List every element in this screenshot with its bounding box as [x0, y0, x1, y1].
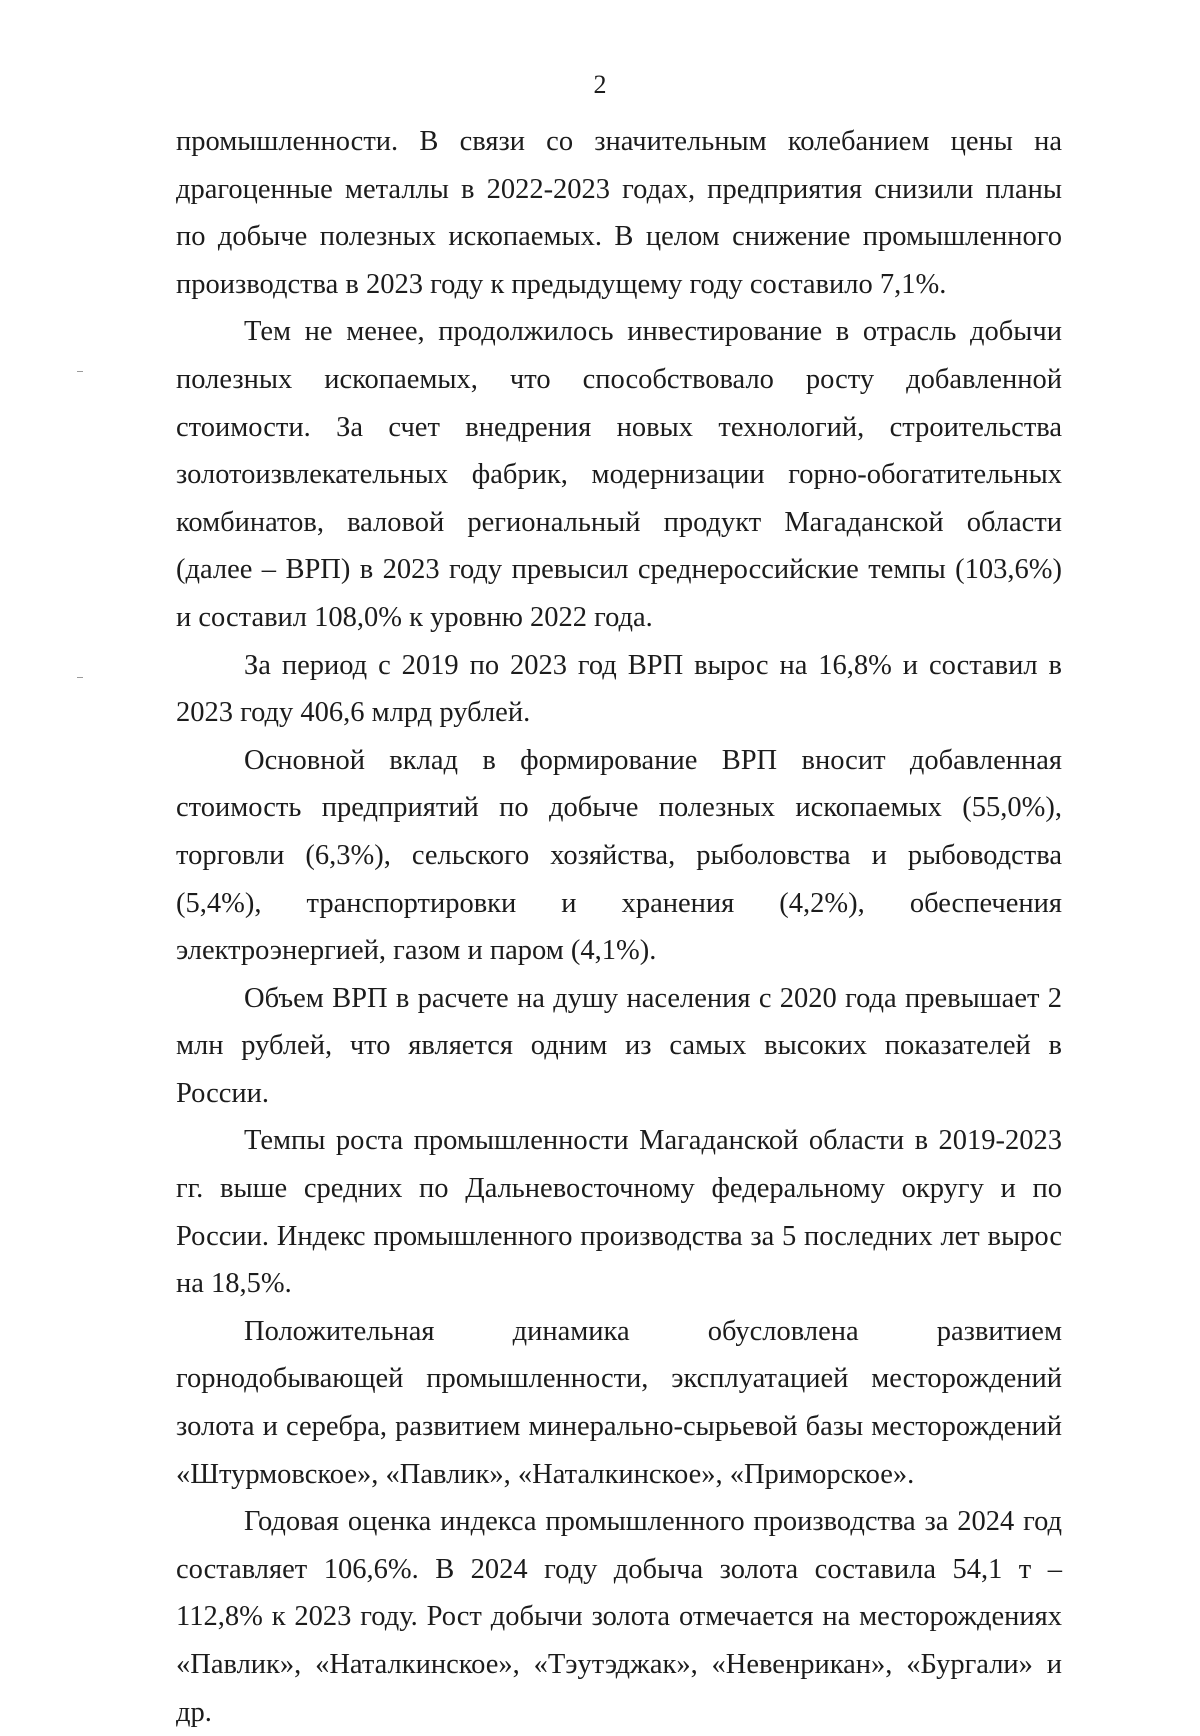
- paragraph: Тем не менее, продолжилось инвестирование в отрасль добычи полезных ископаемых, что способствовало росту добавленной стоимости. За счет внедрения новых технологий, строительства золотоизвлекательных фабрик, модернизации горно-обогатительных комбинатов, валовой региональный продукт Магаданской области (далее – ВРП) в 2023 году превысил среднероссийские темпы (103,6%) и составил 108,0% к уровню 2022 года.: [176, 316, 1062, 633]
- paragraph: Основной вклад в формирование ВРП вносит добавленная стоимость предприятий по добыче полезных ископаемых (55,0%), торговли (6,3%), сельского хозяйства, рыболовства и рыбоводства (5,4%), транспортировки и хранения (4,2%), обеспечения электроэнергией, газом и паром (4,1%).: [176, 744, 1062, 967]
- document-body: [176, 118, 1062, 1736]
- paragraph: Годовая оценка индекса промышленного производства за 2024 год составляет 106,6%. В 2024 году добыча золота составила 54,1 т – 112,8% к 2023 году. Рост добычи золота отмечается на месторождениях «Павлик», «Наталкинское», «Тэутэджак», «Невенрикан», «Бургали» и др.: [176, 1506, 1062, 1728]
- paragraph: Положительная динамика обусловлена развитием горнодобывающей промышленности, эксплуатацией месторождений золота и серебра, развитием минерально-сырьевой базы месторождений «Штурмовское», «Павлик», «Наталкинское», «Приморское».: [176, 1315, 1062, 1490]
- paragraph: За период с 2019 по 2023 год ВРП вырос на 16,8% и составил в 2023 году 406,6 млрд рублей.: [176, 649, 1062, 729]
- paragraph: Темпы роста промышленности Магаданской области в 2019-2023 гг. выше средних по Дальневосточному федеральному округу и по России. Индекс промышленного производства за 5 последних лет вырос на 18,5%.: [176, 1125, 1062, 1300]
- paragraph: промышленности. В связи со значительным колебанием цены на драгоценные металлы в 2022-2023 годах, предприятия снизили планы по добыче полезных ископаемых. В целом снижение промышленного производства в 2023 году к предыдущему году составило 7,1%.: [176, 126, 1062, 300]
- margin-mark: [77, 371, 83, 372]
- margin-mark: [77, 677, 83, 678]
- page-number: 2: [593, 70, 607, 99]
- paragraph: Объем ВРП в расчете на душу населения с 2020 года превышает 2 млн рублей, что является одним из самых высоких показателей в России.: [176, 982, 1062, 1109]
